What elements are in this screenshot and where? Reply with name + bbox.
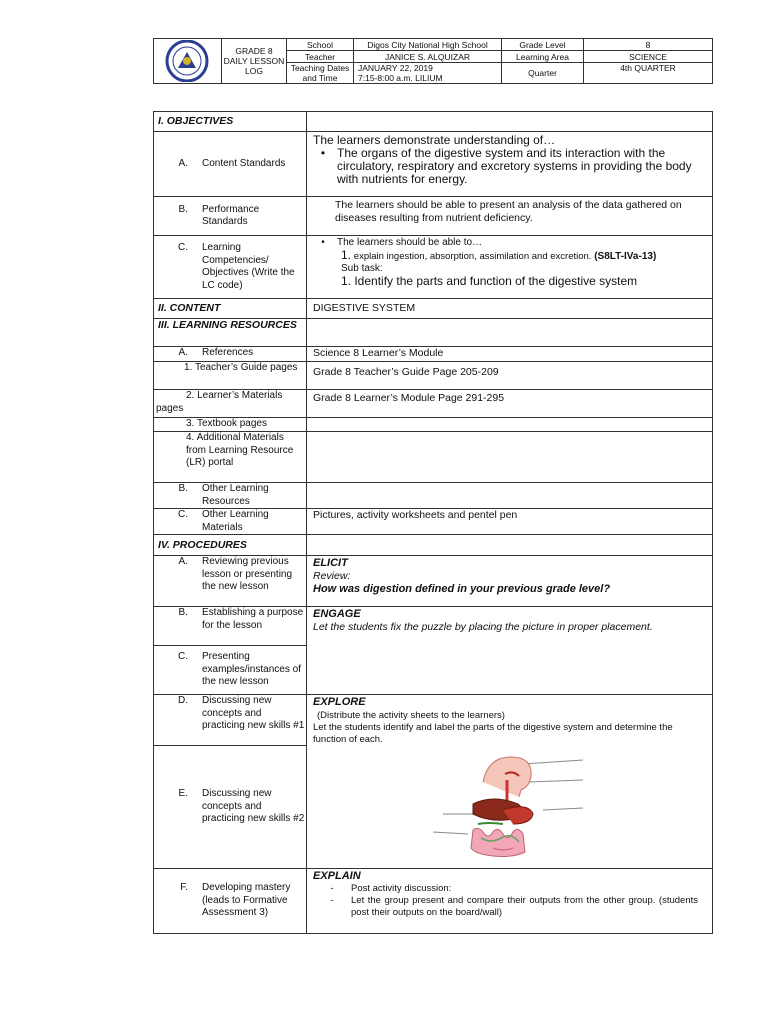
establishing-purpose-label: B. Establishing a purpose for the lesson [178, 607, 304, 631]
subtask-item: 1. Identify the parts and function of the digestive system [341, 274, 638, 288]
other-materials-label: C. Other Learning Materials [178, 509, 269, 533]
learning-area-label: Learning Area [502, 51, 584, 63]
competency-item: 1. explain ingestion, absorption, assimilation and excretion. (S8LT-IVa-13) [341, 248, 657, 262]
explore-text: Let the students identify and label the parts of the digestive system and determine the function of each. [313, 722, 673, 745]
elicit-review: Review: [313, 570, 351, 582]
dates-label: Teaching Dates and Time [287, 63, 354, 84]
content-title: II. CONTENT [154, 299, 307, 319]
digestive-system-diagram [433, 752, 583, 862]
other-materials-value: Pictures, activity worksheets and pentel pen [307, 509, 713, 535]
performance-standards-text: The learners should be able to present an analysis of the data gathered on diseases resulting from nutrient deficiency. [307, 197, 713, 236]
discussing-concepts-1-label: D. Discussing new concepts and practicing new skills #1 [178, 695, 305, 731]
lesson-table [153, 111, 713, 934]
teacher-value: JANICE S. ALQUIZAR [354, 51, 502, 63]
references-label: A. References [178, 347, 254, 358]
explore-heading: EXPLORE [313, 696, 366, 708]
engage-text: Let the students fix the puzzle by placing the picture in proper placement. [313, 621, 653, 633]
discussing-concepts-2-label: E. Discussing new concepts and practicing new skills #2 [178, 788, 305, 825]
learning-competencies-label: C. Learning Competencies/ Objectives (Write the LC code) [178, 242, 295, 291]
dates-value: JANUARY 22, 2019 7:15-8:00 a.m. LILIUM [354, 63, 502, 84]
textbook-pages-label: 3. Textbook pages [154, 418, 307, 432]
content-standards-label: A. Content Standards [178, 157, 286, 169]
explore-instruction: (Distribute the activity sheets to the learners) [317, 710, 505, 721]
developing-mastery-label: F. Developing mastery (leads to Formative Assessment 3) [180, 882, 291, 919]
additional-materials-label: 4. Additional Materials from Learning Resource (LR) portal [154, 432, 307, 483]
learners-materials-value: Grade 8 Learner’s Module Page 291-295 [307, 390, 713, 418]
competency-bullet: • The learners should be able to… [321, 237, 483, 248]
school-label: School [287, 39, 354, 51]
grade-level-label: Grade Level [502, 39, 584, 51]
engage-heading: ENGAGE [313, 608, 361, 620]
performance-standards-label: B. Performance Standards [178, 203, 260, 227]
resources-title: III. LEARNING RESOURCES [154, 319, 307, 347]
elicit-question: How was digestion defined in your previous grade level? [313, 583, 611, 595]
reviewing-lesson-label: A. Reviewing previous lesson or presenting the new lesson [178, 556, 293, 592]
content-value: DIGESTIVE SYSTEM [307, 299, 713, 319]
other-resources-label: B. Other Learning Resources [178, 483, 269, 507]
references-value: Science 8 Learner’s Module [307, 347, 713, 362]
teachers-guide-value: Grade 8 Teacher’s Guide Page 205-209 [307, 362, 713, 390]
procedures-title: IV. PROCEDURES [154, 535, 307, 556]
presenting-examples-label: C. Presenting examples/instances of the new lesson [178, 651, 301, 688]
explain-item-2: - Let the group present and compare their outputs from the other group. (students post their outputs on the board/wall) [330, 895, 698, 918]
elicit-heading: ELICIT [313, 557, 348, 569]
school-value: Digos City National High School [354, 39, 502, 51]
teacher-label: Teacher [287, 51, 354, 63]
teachers-guide-label: 1. Teacher’s Guide pages [154, 362, 307, 390]
learners-materials-label: 2. Learner’s Materials pages [154, 390, 307, 418]
subtask-label: Sub task: [341, 263, 383, 274]
grade-log-label: GRADE 8 DAILY LESSON LOG [222, 39, 287, 84]
explain-heading: EXPLAIN [313, 870, 361, 882]
content-standards-bullet: • The organs of the digestive system and its interaction with the circulatory, respiratory and excretory systems in providing the body with nutrients for energy. [320, 146, 692, 186]
quarter-label: Quarter [502, 63, 584, 84]
header-table [153, 38, 713, 84]
objectives-title: I. OBJECTIVES [154, 112, 307, 132]
content-standards-intro: The learners demonstrate understanding of… [313, 133, 556, 147]
explain-item-1: - Post activity discussion: [330, 883, 452, 894]
grade-level-value: 8 [584, 39, 713, 51]
quarter-value: 4th QUARTER [584, 63, 713, 84]
learning-area-value: SCIENCE [584, 51, 713, 63]
